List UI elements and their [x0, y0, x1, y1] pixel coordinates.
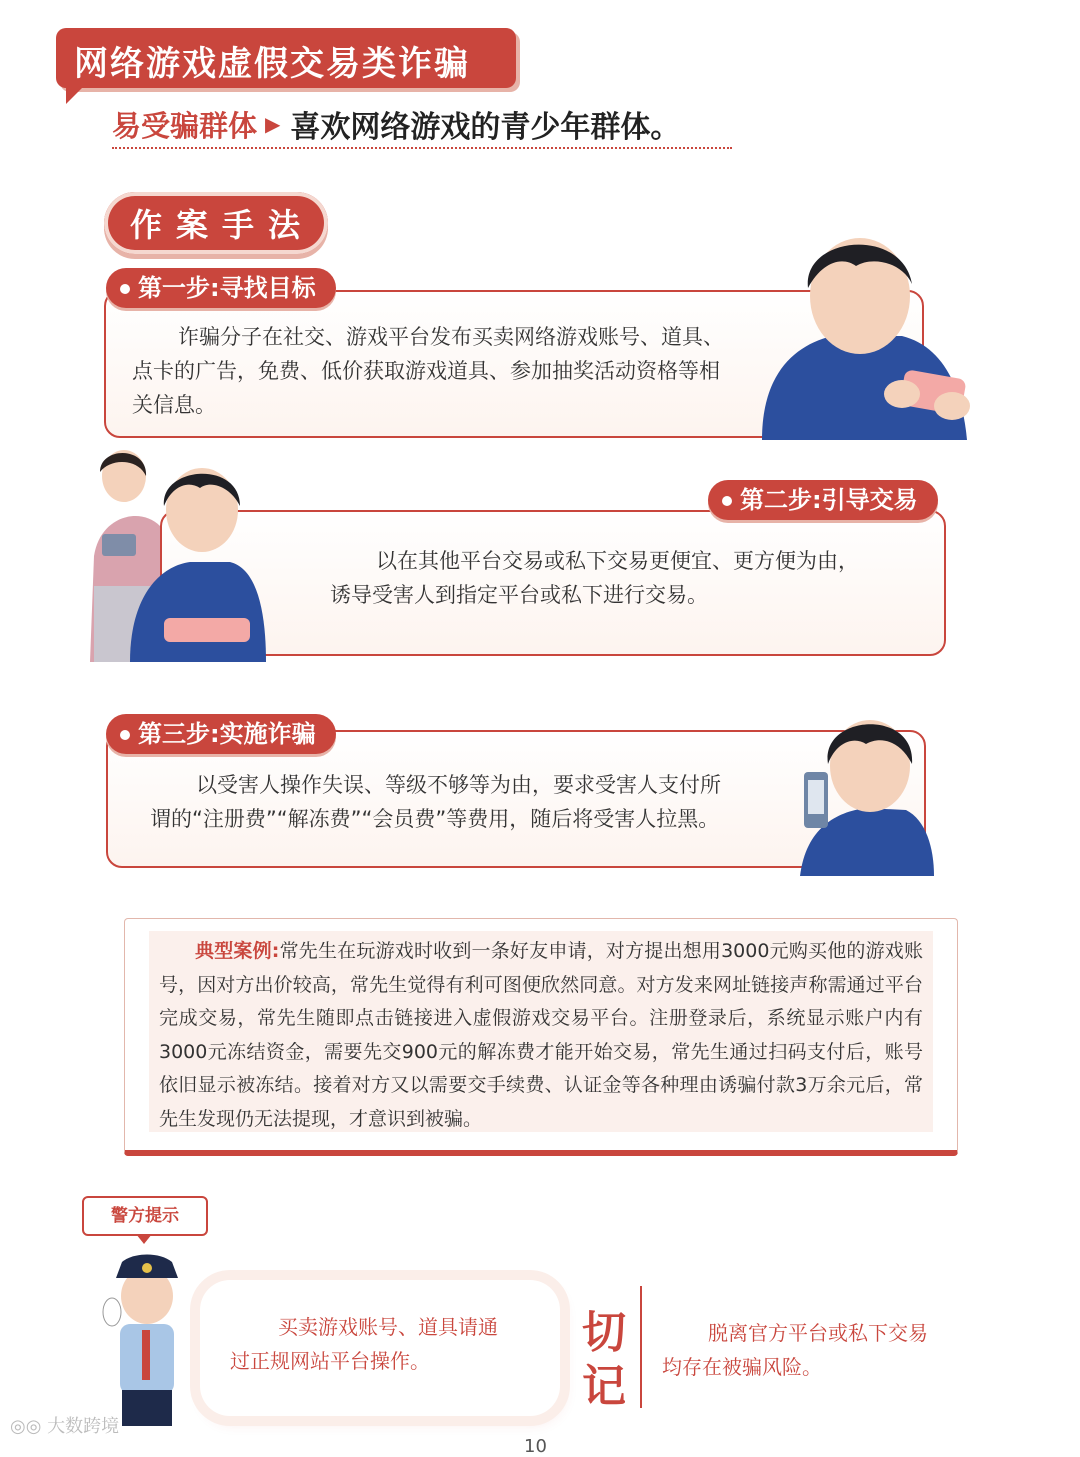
step-3-line-2: 谓的“注册费”“解冻费”“会员费”等费用，随后将受害人拉黑。: [150, 807, 720, 831]
typical-case-text: [159, 935, 923, 1136]
watermark-text: 大数跨境: [47, 1416, 120, 1437]
step-1-text: [132, 320, 772, 422]
step-2-text: [330, 544, 930, 612]
watermark-logo-icon: ◎◎: [10, 1416, 48, 1437]
boy-playing-phone-illustration: [752, 226, 972, 440]
police-tip-line-2: 过正规网站平台操作。: [230, 1349, 430, 1373]
remember-char-1: 切: [582, 1307, 626, 1358]
police-tip-line-1: 买卖游戏账号、道具请通: [278, 1315, 498, 1339]
victims-row: [112, 104, 680, 144]
method-heading: [104, 192, 328, 254]
typical-case-label: 典型案例:: [195, 940, 280, 962]
police-officer-illustration: [100, 1250, 190, 1430]
boy-with-phone-illustration: [796, 708, 936, 876]
remember-divider: [640, 1286, 642, 1408]
typical-case-body: 常先生在玩游戏时收到一条好友申请，对方提出想用3000元购买他的游戏账号，因对方出价较高，常先生觉得有利可图便欣然同意。对方发来网址链接声称需通过平台完成交易，常先生随即点击链接进入虚假游戏交易平台。注册登录后，系统显示账户内有3000元冻结资金，需要先交900元的解冻费才能开始交易，常先生通过扫码支付后，账号依旧显示被冻结。接着对方又以需要交手续费、认证金等各种理由诱骗付款3万余元后，常先生发现仍无法提现，才意识到被骗。: [159, 940, 923, 1130]
police-tip-badge: 警方提示: [82, 1196, 208, 1236]
page-number: 10: [524, 1436, 547, 1457]
bullet-icon: [722, 496, 732, 506]
police-tip-bubble-text: [230, 1310, 540, 1378]
step-2-tag: [708, 480, 938, 520]
step-2-line-1: 以在其他平台交易或私下交易更便宜、更方便为由，: [376, 549, 859, 573]
page-title: 网络游戏虚假交易类诈骗: [74, 44, 470, 84]
remember-line-2: 均存在被骗风险。: [662, 1355, 822, 1379]
step-2-box: [160, 510, 946, 656]
dotted-divider: [112, 147, 732, 149]
step-1-tag: [106, 268, 336, 308]
play-arrow-icon: ▶: [265, 112, 281, 136]
typical-case-box: [124, 918, 958, 1156]
victims-text: 喜欢网络游戏的青少年群体。: [290, 110, 681, 145]
step-3-line-1: 以受害人操作失误、等级不够等为由，要求受害人支付所: [196, 773, 721, 797]
method-heading-text: 作案手法: [129, 206, 314, 244]
step-2-tag-label: 第二步:引导交易: [740, 486, 918, 514]
step-1-tag-label: 第一步:寻找目标: [138, 274, 316, 302]
typical-case-inner: [149, 931, 933, 1132]
bullet-icon: [120, 284, 130, 294]
step-3-tag-label: 第三步:实施诈骗: [138, 720, 316, 748]
step-1-line-2: 点卡的广告，免费、低价获取游戏道具、参加抽奖活动资格等相: [132, 359, 720, 383]
victims-label: 易受骗群体: [112, 108, 258, 143]
police-tip-bubble: [200, 1280, 560, 1416]
bullet-icon: [120, 730, 130, 740]
step-2-line-2: 诱导受害人到指定平台或私下进行交易。: [330, 583, 708, 607]
remember-heading: [576, 1306, 632, 1414]
remember-text: [662, 1316, 992, 1384]
remember-char-2: 记: [582, 1361, 626, 1412]
step-1-line-3: 关信息。: [132, 393, 216, 417]
remember-line-1: 脱离官方平台或私下交易: [708, 1321, 928, 1345]
watermark: [10, 1412, 119, 1438]
step-1-line-1: 诈骗分子在社交、游戏平台发布买卖网络游戏账号、道具、: [178, 325, 724, 349]
mother-and-son-illustration: [80, 446, 270, 662]
title-banner: [56, 28, 516, 88]
step-3-text: [150, 768, 790, 836]
step-3-tag: [106, 714, 336, 754]
